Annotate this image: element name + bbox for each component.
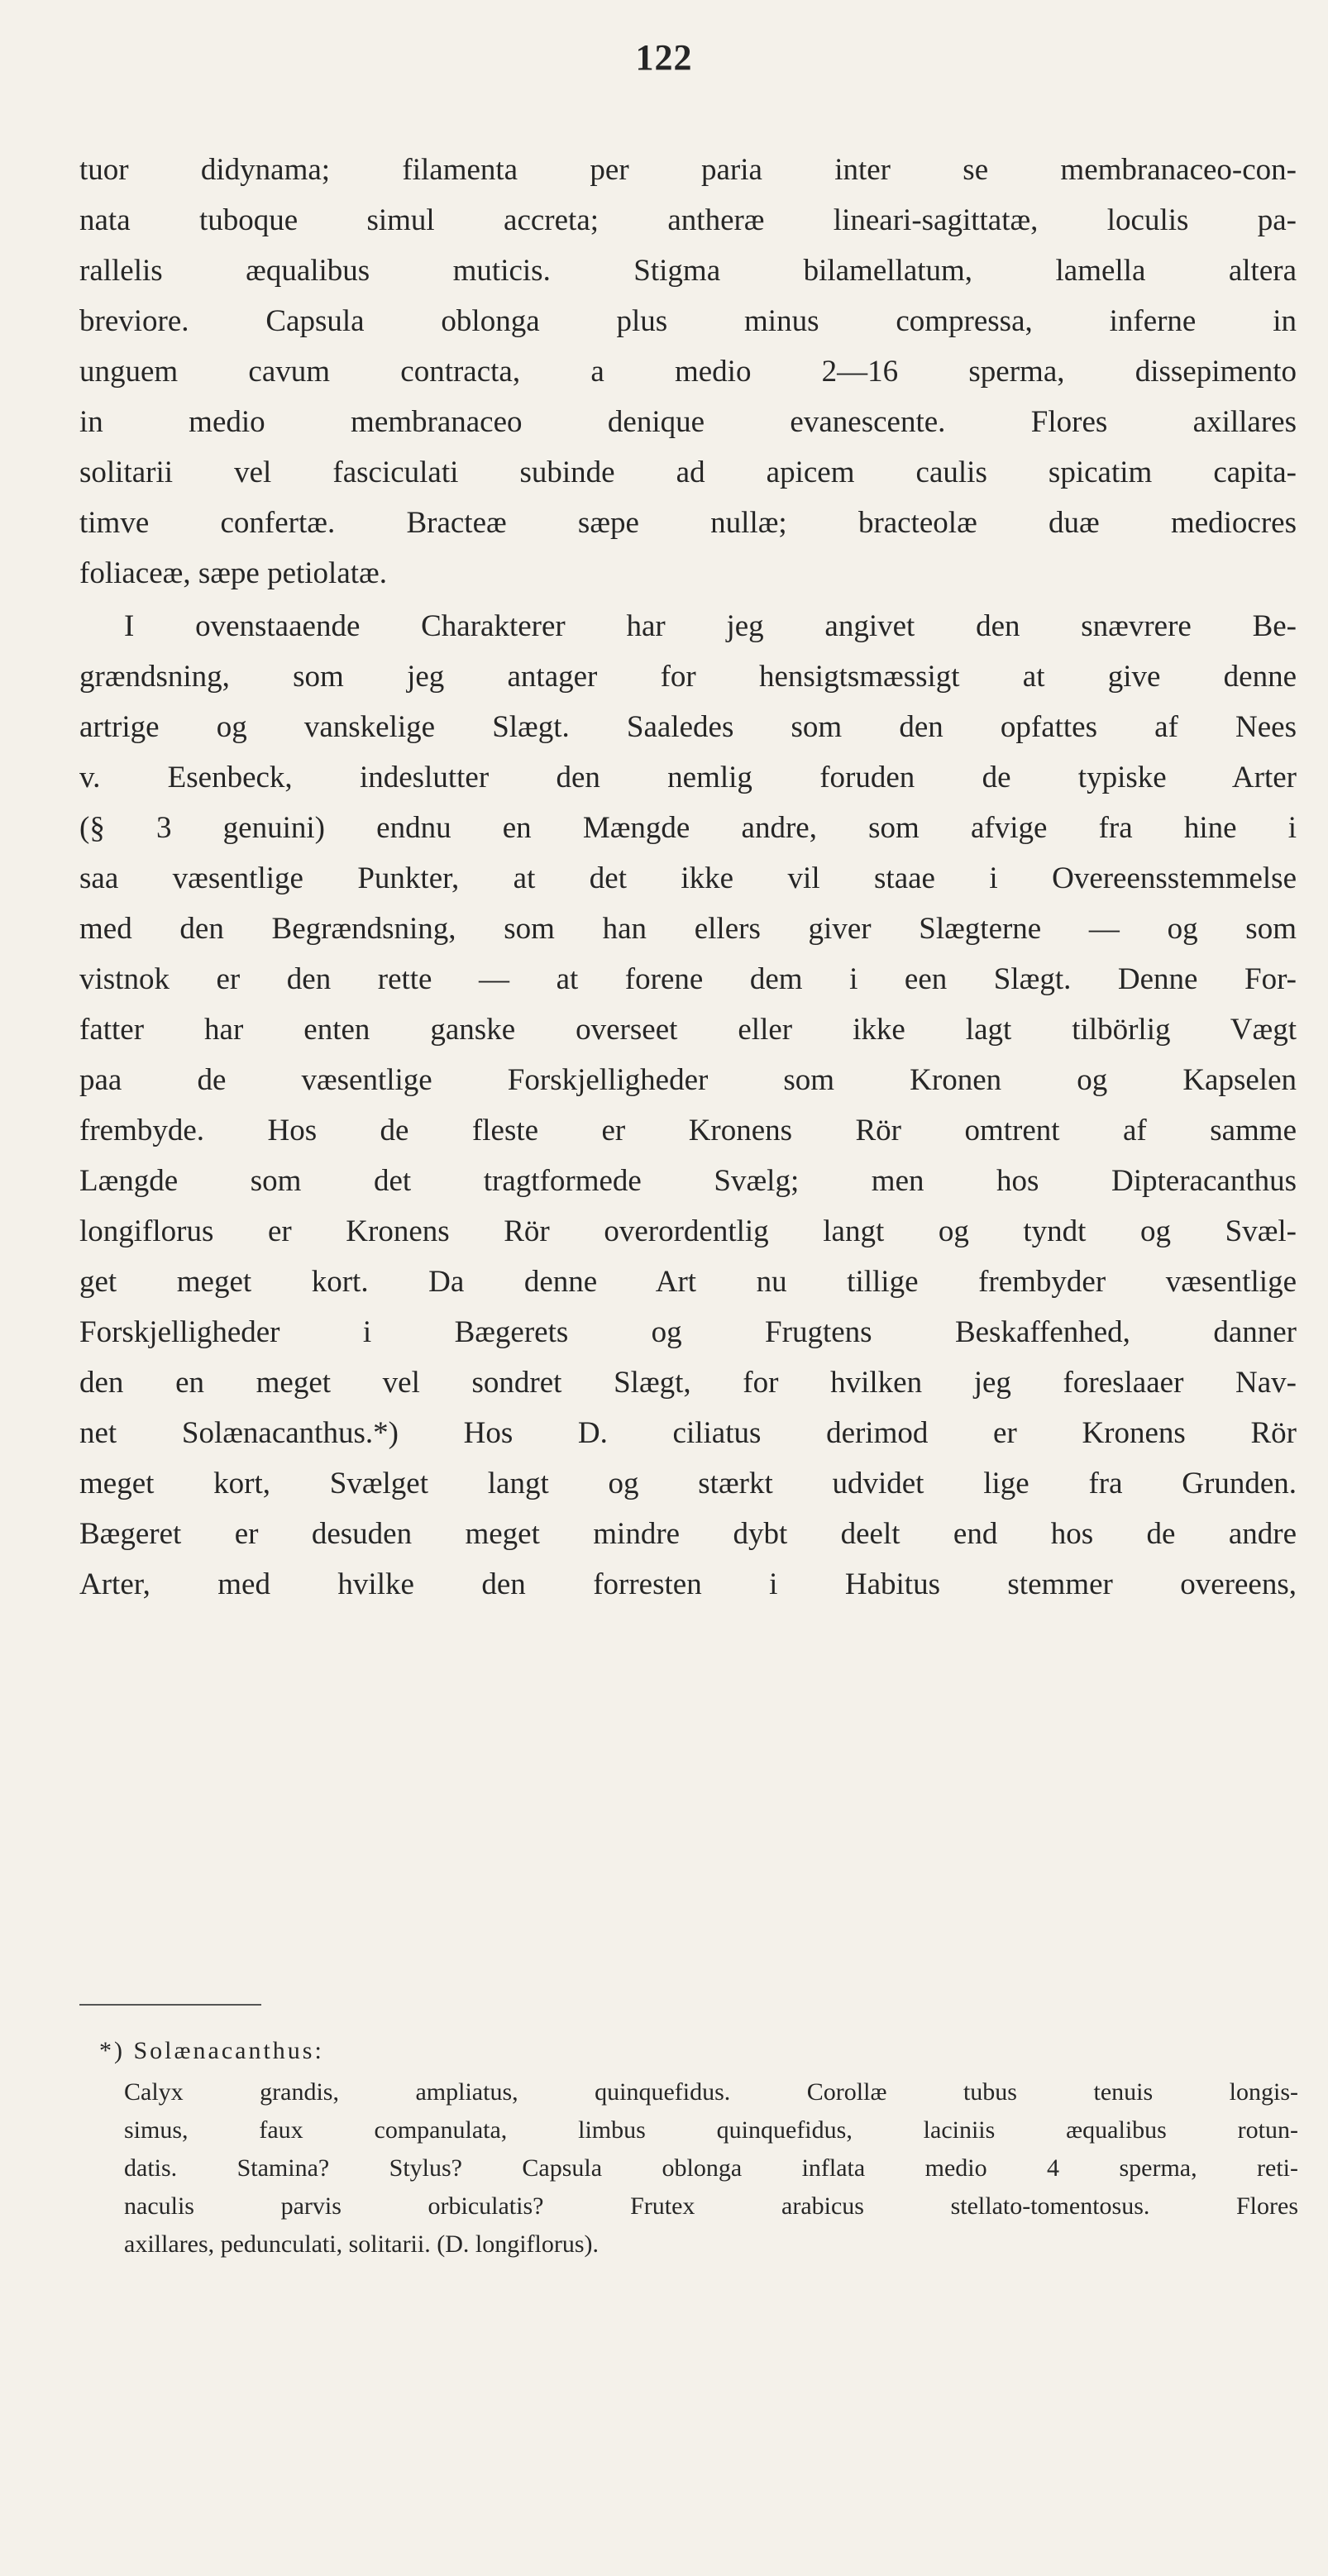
footnote-line: naculis parvis orbiculatis? Frutex arabicus stellato-tomentosus. Flores [124, 2192, 1298, 2220]
text-line: Forskjelligheder i Bægerets og Frugtens Beskaffenhed, danner [79, 1315, 1297, 1349]
footnote-title: *) Solænacanthus: [99, 2037, 324, 2064]
footnote-line: axillares, pedunculati, solitarii. (D. longiflorus). [124, 2230, 600, 2258]
text-line: unguem cavum contracta, a medio 2—16 sperma, dissepimento [79, 355, 1297, 389]
text-line: rallelis æqualibus muticis. Stigma bilamellatum, lamella altera [79, 254, 1297, 288]
text-line: den en meget vel sondret Slægt, for hvilken jeg foreslaaer Nav- [79, 1366, 1297, 1400]
text-line: v. Esenbeck, indeslutter den nemlig foruden de typiske Arter [79, 761, 1297, 794]
text-line: net Solænacanthus.*) Hos D. ciliatus derimod er Kronens Rör [79, 1416, 1297, 1450]
text-line: I ovenstaaende Charakterer har jeg angivet den snævrere Be- [124, 609, 1297, 643]
text-line: paa de væsentlige Forskjelligheder som Kronen og Kapselen [79, 1063, 1297, 1097]
footnote-line: datis. Stamina? Stylus? Capsula oblonga inflata medio 4 sperma, reti- [124, 2154, 1298, 2182]
text-line: meget kort, Svælget langt og stærkt udvidet lige fra Grunden. [79, 1467, 1297, 1500]
text-line: med den Begrændsning, som han ellers giver Slægterne — og som [79, 912, 1297, 946]
text-line: solitarii vel fasciculati subinde ad apicem caulis spicatim capita- [79, 456, 1297, 489]
text-line: fatter har enten ganske overseet eller ikke lagt tilbörlig Vægt [79, 1013, 1297, 1047]
text-line: artrige og vanskelige Slægt. Saaledes som den opfattes af Nees [79, 710, 1297, 744]
footnote-line: Calyx grandis, ampliatus, quinquefidus. Corollæ tubus tenuis longis- [124, 2078, 1298, 2106]
text-line: Længde som det tragtformede Svælg; men hos Dipteracanthus [79, 1164, 1297, 1198]
page-number: 122 [635, 37, 693, 78]
text-line: timve confertæ. Bracteæ sæpe nullæ; bracteolæ duæ mediocres [79, 506, 1297, 540]
text-line: tuor didynama; filamenta per paria inter se membranaceo-con- [79, 153, 1297, 187]
footnote-divider [79, 2004, 261, 2006]
text-line: (§ 3 genuini) endnu en Mængde andre, som afvige fra hine i [79, 811, 1297, 845]
text-line: breviore. Capsula oblonga plus minus compressa, inferne in [79, 304, 1297, 338]
text-line: grændsning, som jeg antager for hensigtsmæssigt at give denne [79, 660, 1297, 694]
text-line: longiflorus er Kronens Rör overordentlig langt og tyndt og Svæl- [79, 1214, 1297, 1248]
text-line: Bægeret er desuden meget mindre dybt deelt end hos de andre [79, 1517, 1297, 1551]
text-line: get meget kort. Da denne Art nu tillige frembyder væsentlige [79, 1265, 1297, 1299]
text-line: frembyde. Hos de fleste er Kronens Rör omtrent af samme [79, 1114, 1297, 1147]
text-line: vistnok er den rette — at forene dem i een Slægt. Denne For- [79, 962, 1297, 996]
footnote-line: simus, faux companulata, limbus quinquefidus, laciniis æqualibus rotun- [124, 2116, 1298, 2144]
text-line: saa væsentlige Punkter, at det ikke vil staae i Overeensstemmelse [79, 861, 1297, 895]
text-line: foliaceæ, sæpe petiolatæ. [79, 556, 387, 590]
text-line: Arter, med hvilke den forresten i Habitus stemmer overeens, [79, 1567, 1297, 1601]
text-line: in medio membranaceo denique evanescente. Flores axillares [79, 405, 1297, 439]
text-line: nata tuboque simul accreta; antheræ lineari-sagittatæ, loculis pa- [79, 203, 1297, 237]
